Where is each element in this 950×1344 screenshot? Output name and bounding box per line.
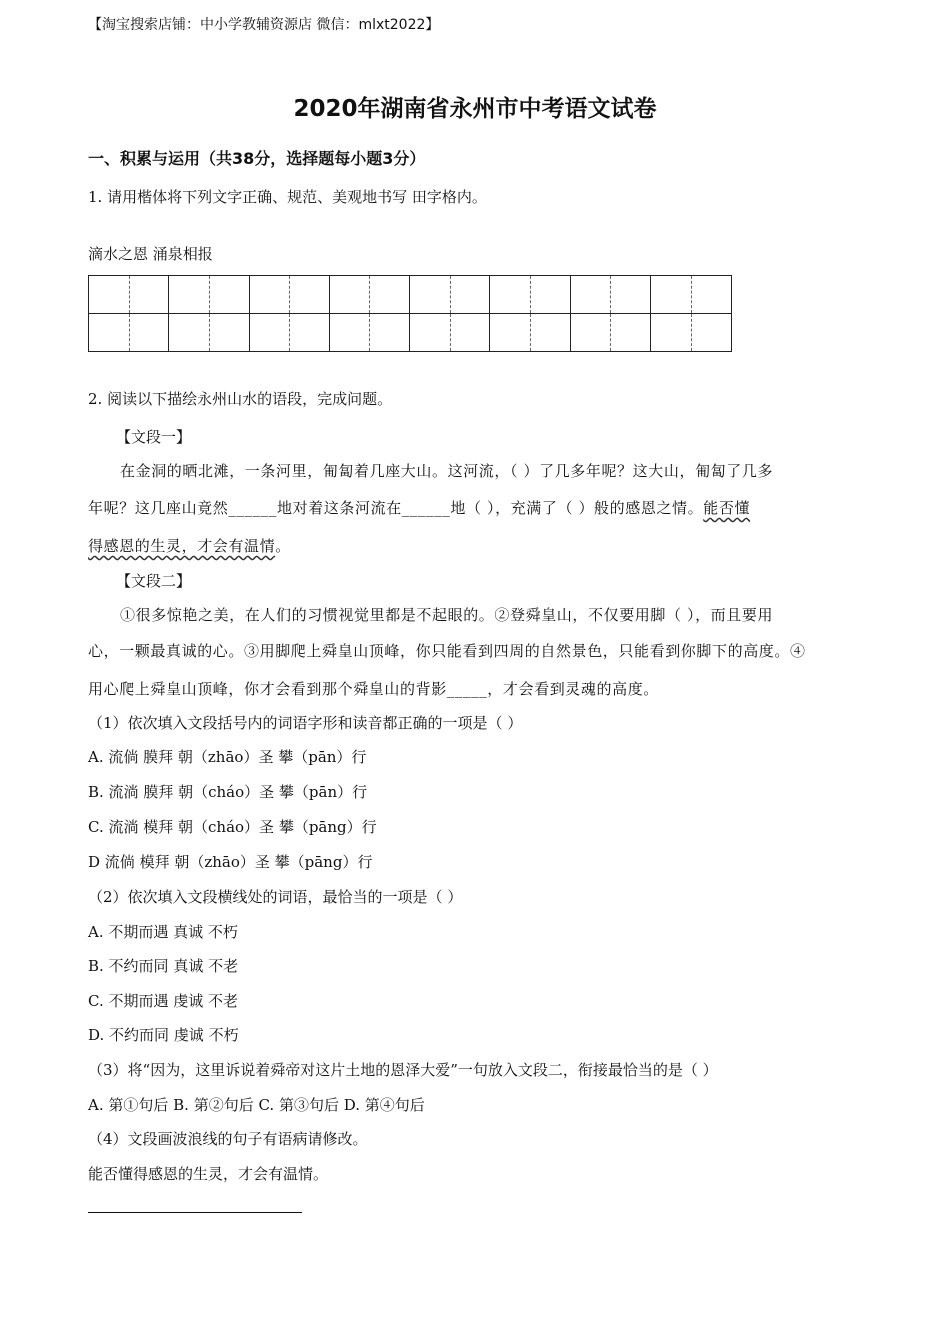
answer-blank-line[interactable] <box>88 1212 302 1213</box>
option-d[interactable]: D. 不约而同 虔诚 不朽 <box>88 1026 239 1044</box>
grid-cell[interactable] <box>330 276 410 314</box>
grid-cell[interactable] <box>651 276 731 314</box>
grid-cell[interactable] <box>250 314 330 352</box>
passage-1-label: 【文段一】 <box>116 428 192 446</box>
grid-cell[interactable] <box>651 314 731 352</box>
page-title: 2020年湖南省永州市中考语文试卷 <box>293 96 657 122</box>
passage-2-line: ①很多惊艳之美，在人们的习惯视觉里都是不起眼的。②登舜皇山，不仅要用脚（ ），而且要用 <box>120 606 774 624</box>
question-2-prompt: 2. 阅读以下描绘永州山水的语段，完成问题。 <box>88 390 393 408</box>
grid-cell[interactable] <box>169 276 249 314</box>
sub-question-4-prompt: （4）文段画波浪线的句子有语病请修改。 <box>88 1130 368 1148</box>
passage-2-line: 用心爬上舜皇山顶峰，你才会看到那个舜皇山的背影_____，才会看到灵魂的高度。 <box>88 680 659 698</box>
grid-cell[interactable] <box>250 276 330 314</box>
grid-cell[interactable] <box>330 314 410 352</box>
question-1-prompt: 1. 请用楷体将下列文字正确、规范、美观地书写 田字格内。 <box>88 188 487 206</box>
option-b[interactable]: B. 不约而同 真诚 不老 <box>88 957 239 975</box>
passage-2-label: 【文段二】 <box>116 572 192 590</box>
option-a[interactable]: A. 流倘 膜拜 朝（zhāo）圣 攀（pān）行 <box>88 748 367 766</box>
question-1-phrase: 滴水之恩 涌泉相报 <box>88 245 213 263</box>
option-d[interactable]: D 流倘 模拜 朝（zhāo）圣 攀（pāng）行 <box>88 853 373 871</box>
grid-cell[interactable] <box>571 314 651 352</box>
grid-cell[interactable] <box>410 276 490 314</box>
passage-1-line: 在金洞的晒北滩，一条河里，匍匐着几座大山。这河流，（ ）了几多年呢？这大山，匍匐了几多 <box>120 462 774 480</box>
option-c[interactable]: C. 不期而遇 虔诚 不老 <box>88 992 239 1010</box>
sub-question-4-sentence: 能否懂得感恩的生灵，才会有温情。 <box>88 1165 329 1183</box>
section-heading: 一、积累与运用（共38分，选择题每小题3分） <box>88 149 426 168</box>
wavy-underlined-sentence: 能否懂 <box>703 499 751 517</box>
passage-1-text: 年呢？这几座山竟然______地对着这条河流在______地（ ），充满了（ ）般的感恩之情。 <box>88 499 704 517</box>
sub-question-2-prompt: （2）依次填入文段横线处的词语，最恰当的一项是（ ） <box>88 888 463 906</box>
tianzige-grid[interactable] <box>88 275 732 352</box>
header-note: 【淘宝搜索店铺：中小学教辅资源店 微信：mlxt2022】 <box>88 17 440 33</box>
grid-cell[interactable] <box>490 314 570 352</box>
passage-1-end: 。 <box>275 537 291 555</box>
passage-1-line <box>88 535 291 556</box>
option-c[interactable]: C. 流淌 模拜 朝（cháo）圣 攀（pāng）行 <box>88 818 377 836</box>
sub-question-1-prompt: （1）依次填入文段括号内的词语字形和读音都正确的一项是（ ） <box>88 714 523 732</box>
grid-cell[interactable] <box>169 314 249 352</box>
grid-cell[interactable] <box>571 276 651 314</box>
passage-2-line: 心，一颗最真诚的心。③用脚爬上舜皇山顶峰，你只能看到四周的自然景色，只能看到你脚下的高度。④ <box>88 642 806 660</box>
grid-cell[interactable] <box>89 276 169 314</box>
sub-question-3-options[interactable]: A. 第①句后 B. 第②句后 C. 第③句后 D. 第④句后 <box>88 1096 425 1114</box>
grid-cell[interactable] <box>490 276 570 314</box>
grid-cell[interactable] <box>410 314 490 352</box>
option-a[interactable]: A. 不期而遇 真诚 不朽 <box>88 923 238 941</box>
sub-question-3-prompt: （3）将“因为，这里诉说着舜帝对这片土地的恩泽大爱”一句放入文段二，衔接最恰当的是（ ） <box>88 1061 718 1079</box>
wavy-underlined-sentence: 得感恩的生灵，才会有温情 <box>88 537 276 555</box>
option-b[interactable]: B. 流淌 膜拜 朝（cháo）圣 攀（pān）行 <box>88 783 368 801</box>
passage-1-line <box>88 497 750 518</box>
grid-cell[interactable] <box>89 314 169 352</box>
